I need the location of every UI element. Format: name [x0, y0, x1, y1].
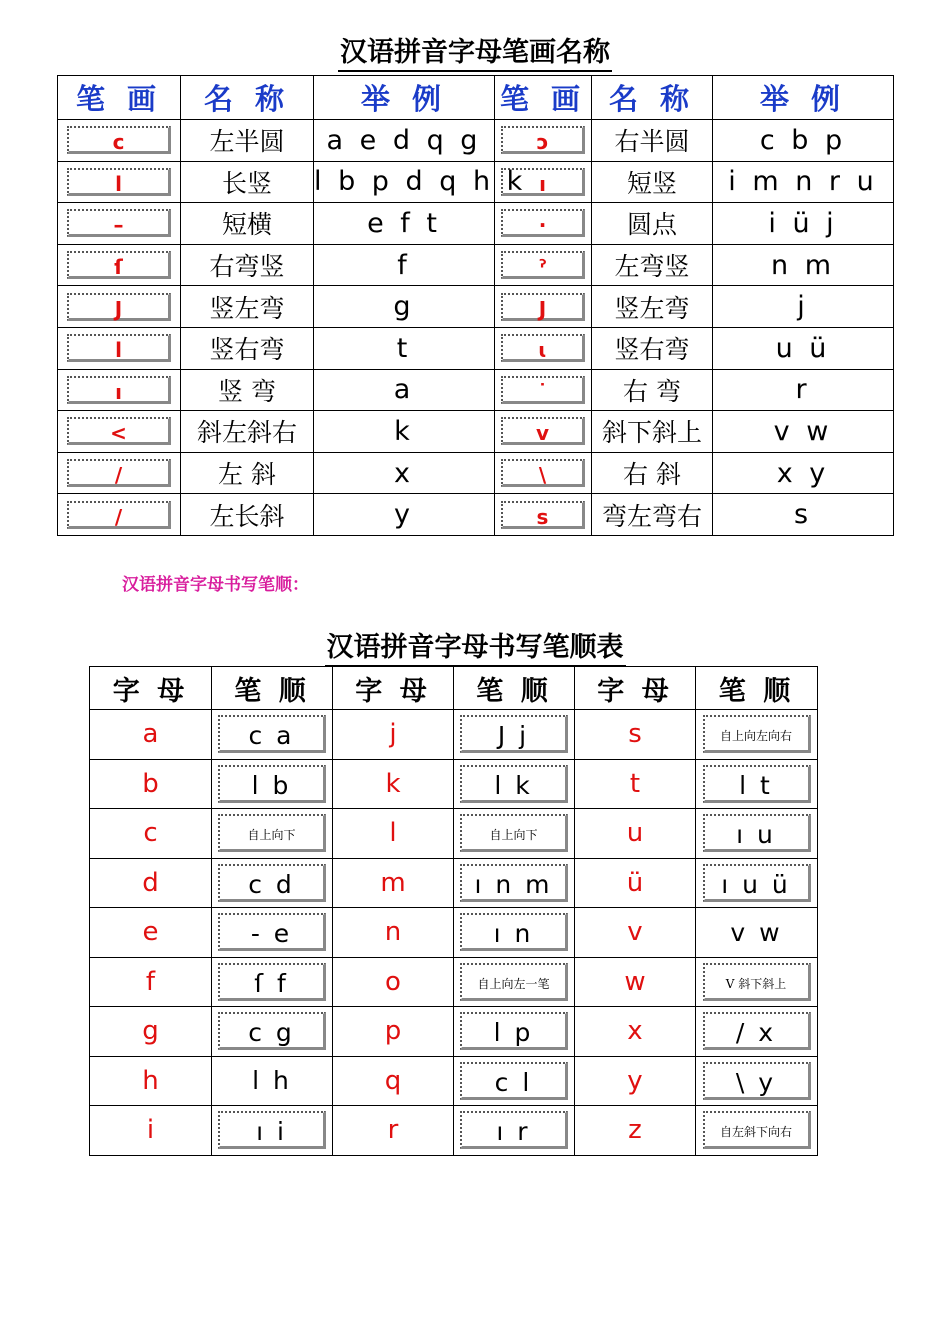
table-row — [90, 710, 818, 760]
stroke-order-title: 汉语拼音字母书写笔顺表 — [0, 625, 950, 664]
example-letters: e f t — [367, 207, 441, 239]
letter-cell — [90, 809, 212, 859]
stroke-cell — [58, 452, 181, 494]
table-row — [90, 957, 818, 1007]
stroke-glyph: v — [501, 417, 585, 445]
order-cell — [696, 908, 818, 958]
stroke-name: 右 斜 — [623, 460, 681, 490]
stroke-name: 斜左斜右 — [196, 418, 297, 448]
stroke-order-table — [89, 666, 818, 1156]
pinyin-letter: r — [387, 1115, 399, 1146]
pinyin-letter: a — [142, 719, 159, 750]
table-row — [90, 1056, 818, 1106]
order-cell — [212, 1106, 333, 1156]
header-stroke: 笔 画 — [495, 76, 592, 120]
example-letters: u ü — [775, 332, 831, 364]
stroke-cell — [495, 411, 592, 453]
stroke-glyph: ɩ — [501, 334, 585, 362]
stroke-name: 右 弯 — [623, 376, 681, 406]
name-cell — [181, 494, 314, 536]
letter-cell — [333, 957, 454, 1007]
stroke-name: 短横 — [221, 210, 272, 240]
pinyin-letter: w — [624, 966, 646, 997]
stroke-order-subtitle: 汉语拼音字母书写笔顺： — [122, 575, 309, 595]
stroke-names-title: 汉语拼音字母笔画名称 — [0, 30, 950, 69]
pinyin-letter: t — [629, 768, 641, 799]
stroke-name: 竖左弯 — [614, 293, 690, 323]
example-letters: t — [396, 332, 412, 364]
header-example: 举 例 — [713, 76, 894, 120]
stroke-cell — [495, 244, 592, 286]
name-cell — [592, 203, 713, 245]
stroke-glyph: s — [501, 501, 585, 529]
order-cell — [212, 1007, 333, 1057]
example-letters: i ü j — [768, 207, 838, 239]
stroke-glyph: – — [67, 209, 171, 237]
stroke-cell — [495, 286, 592, 328]
example-letters: j — [797, 291, 809, 323]
name-cell — [592, 327, 713, 369]
letter-cell — [333, 759, 454, 809]
letter-cell — [90, 858, 212, 908]
stroke-order: V 斜下斜上 — [703, 963, 811, 1001]
stroke-cell — [495, 369, 592, 411]
stroke-glyph: \ — [501, 459, 585, 487]
stroke-glyph: ſ — [67, 251, 171, 279]
stroke-cell — [495, 327, 592, 369]
order-cell — [212, 957, 333, 1007]
stroke-name: 圆点 — [626, 210, 677, 240]
pinyin-letter: ü — [626, 867, 644, 898]
stroke-order: 自上向左一笔 — [460, 963, 568, 1001]
name-cell — [592, 286, 713, 328]
pinyin-letter: k — [385, 768, 401, 799]
header-order: 笔 顺 — [454, 667, 575, 710]
letter-cell — [575, 1106, 696, 1156]
stroke-cell — [495, 452, 592, 494]
stroke-order: l b — [218, 765, 326, 803]
order-cell — [454, 809, 575, 859]
table-row — [58, 452, 894, 494]
table-row — [58, 411, 894, 453]
order-cell — [454, 957, 575, 1007]
stroke-glyph: J — [501, 293, 585, 321]
header-stroke: 笔 画 — [58, 76, 181, 120]
stroke-order: c l — [460, 1062, 568, 1100]
example-cell — [314, 369, 495, 411]
example-letters: a — [393, 374, 415, 406]
stroke-glyph: < — [67, 417, 171, 445]
name-cell — [592, 244, 713, 286]
pinyin-letter: e — [142, 917, 159, 948]
example-cell — [314, 327, 495, 369]
stroke-order: 自上向下 — [218, 814, 326, 852]
order-cell — [696, 759, 818, 809]
example-cell — [314, 452, 495, 494]
order-cell — [454, 710, 575, 760]
table-row — [58, 161, 894, 203]
pinyin-letter: b — [142, 768, 159, 799]
example-letters: g — [393, 291, 415, 323]
stroke-name: 竖左弯 — [209, 293, 285, 323]
letter-cell — [90, 1056, 212, 1106]
pinyin-letter: h — [142, 1065, 159, 1096]
pinyin-letter: c — [143, 818, 158, 849]
name-cell — [592, 120, 713, 162]
order-cell — [454, 1056, 575, 1106]
stroke-name: 竖右弯 — [614, 335, 690, 365]
pinyin-letter: i — [146, 1115, 155, 1146]
stroke-order: ı n — [460, 913, 568, 951]
stroke-glyph: c — [67, 126, 171, 154]
stroke-cell — [58, 369, 181, 411]
letter-cell — [90, 908, 212, 958]
stroke-cell — [58, 120, 181, 162]
stroke-name: 弯左弯右 — [601, 501, 702, 531]
example-letters: a e d q g — [326, 124, 482, 156]
table-row — [58, 244, 894, 286]
example-cell — [314, 203, 495, 245]
pinyin-letter: p — [384, 1016, 402, 1047]
order-cell — [454, 1007, 575, 1057]
letter-cell — [90, 1106, 212, 1156]
example-cell — [713, 327, 894, 369]
letter-cell — [575, 957, 696, 1007]
example-cell — [314, 244, 495, 286]
stroke-glyph: J — [67, 293, 171, 321]
example-cell — [713, 244, 894, 286]
table-row — [58, 369, 894, 411]
stroke-order: ı r — [460, 1111, 568, 1149]
example-cell — [713, 203, 894, 245]
example-letters: i m n r u — [728, 166, 878, 198]
stroke-order: 自左斜下向右 — [703, 1111, 811, 1149]
order-cell — [696, 858, 818, 908]
table-row — [58, 203, 894, 245]
name-cell — [592, 161, 713, 203]
stroke-order: ı i — [218, 1111, 326, 1149]
order-cell — [696, 809, 818, 859]
stroke-name: 右弯竖 — [209, 252, 285, 282]
table-row — [58, 120, 894, 162]
stroke-glyph: ˙ — [501, 376, 585, 404]
name-cell — [181, 369, 314, 411]
pinyin-letter: f — [145, 966, 156, 997]
stroke-order: ı u ü — [703, 864, 811, 902]
example-letters: y — [394, 499, 414, 531]
letter-cell — [575, 1056, 696, 1106]
header-order: 笔 顺 — [212, 667, 333, 710]
stroke-order: 自上向左向右 — [703, 715, 811, 753]
pinyin-letter: g — [142, 1016, 159, 1047]
order-cell — [454, 759, 575, 809]
name-cell — [181, 452, 314, 494]
pinyin-letter: s — [628, 719, 642, 750]
order-cell — [212, 908, 333, 958]
stroke-order: c d — [218, 864, 326, 902]
table-row — [90, 1106, 818, 1156]
stroke-glyph: ı — [501, 168, 585, 196]
stroke-order: l p — [460, 1012, 568, 1050]
stroke-order: l h — [252, 1066, 292, 1096]
example-cell — [713, 452, 894, 494]
example-cell — [713, 161, 894, 203]
letter-cell — [333, 809, 454, 859]
stroke-order: l t — [703, 765, 811, 803]
letter-cell — [575, 809, 696, 859]
header-letter: 字 母 — [575, 667, 696, 710]
pinyin-letter: q — [384, 1065, 402, 1096]
order-cell — [696, 1106, 818, 1156]
example-cell — [713, 286, 894, 328]
stroke-glyph: / — [67, 501, 171, 529]
stroke-order: - e — [218, 913, 326, 951]
letter-cell — [90, 710, 212, 760]
stroke-name: 长竖 — [221, 168, 272, 198]
pinyin-letter: m — [380, 867, 406, 898]
stroke-glyph: ˀ — [501, 251, 585, 279]
stroke-name: 右半圆 — [614, 127, 690, 157]
stroke-cell — [495, 203, 592, 245]
pinyin-letter: d — [142, 867, 159, 898]
name-cell — [181, 244, 314, 286]
example-letters: l b p d q h k — [314, 166, 527, 198]
header-name: 名 称 — [181, 76, 314, 120]
name-cell — [181, 327, 314, 369]
order-cell — [696, 957, 818, 1007]
pinyin-letter: u — [626, 818, 644, 849]
name-cell — [592, 494, 713, 536]
order-cell — [696, 1007, 818, 1057]
stroke-name: 竖右弯 — [209, 335, 285, 365]
header-name: 名 称 — [592, 76, 713, 120]
header-example: 举 例 — [314, 76, 495, 120]
example-letters: x y — [776, 457, 830, 489]
example-cell — [314, 494, 495, 536]
stroke-cell — [58, 327, 181, 369]
example-letters: r — [795, 374, 811, 406]
letter-cell — [333, 1106, 454, 1156]
header-letter: 字 母 — [90, 667, 212, 710]
letter-cell — [575, 710, 696, 760]
order-cell — [212, 710, 333, 760]
stroke-cell — [58, 286, 181, 328]
table-header-row — [58, 76, 894, 120]
order-cell — [696, 710, 818, 760]
stroke-glyph: ı — [67, 376, 171, 404]
letter-cell — [333, 1007, 454, 1057]
example-cell — [713, 411, 894, 453]
name-cell — [592, 369, 713, 411]
example-cell — [314, 286, 495, 328]
stroke-name: 左长斜 — [209, 501, 285, 531]
stroke-cell — [58, 411, 181, 453]
order-cell — [212, 1056, 333, 1106]
table-row — [90, 858, 818, 908]
order-cell — [696, 1056, 818, 1106]
example-cell — [314, 411, 495, 453]
example-letters: c b p — [759, 124, 847, 156]
letter-cell — [333, 710, 454, 760]
name-cell — [181, 203, 314, 245]
example-letters: s — [793, 499, 813, 531]
stroke-names-table — [57, 75, 894, 536]
stroke-cell — [58, 161, 181, 203]
stroke-cell — [58, 494, 181, 536]
letter-cell — [333, 1056, 454, 1106]
table-row — [58, 494, 894, 536]
table-row — [90, 908, 818, 958]
example-cell — [314, 120, 495, 162]
stroke-order: c g — [218, 1012, 326, 1050]
example-letters: n m — [771, 249, 835, 281]
pinyin-letter: l — [389, 818, 397, 849]
stroke-glyph: l — [67, 168, 171, 196]
order-cell — [454, 908, 575, 958]
stroke-glyph: ↄ — [501, 126, 585, 154]
order-cell — [454, 858, 575, 908]
table-row — [58, 327, 894, 369]
table-row — [90, 809, 818, 859]
table-row — [90, 1007, 818, 1057]
name-cell — [181, 161, 314, 203]
header-letter: 字 母 — [333, 667, 454, 710]
letter-cell — [575, 1007, 696, 1057]
stroke-name: 左 斜 — [218, 460, 276, 490]
stroke-glyph: l — [67, 334, 171, 362]
letter-cell — [333, 858, 454, 908]
stroke-name: 左半圆 — [209, 127, 285, 157]
order-cell — [212, 809, 333, 859]
stroke-name: 短竖 — [626, 168, 677, 198]
example-letters: x — [394, 457, 414, 489]
letter-cell — [90, 957, 212, 1007]
order-cell — [212, 858, 333, 908]
table-row — [90, 759, 818, 809]
stroke-order: \ y — [703, 1062, 811, 1100]
stroke-order: J j — [460, 715, 568, 753]
stroke-cell — [495, 494, 592, 536]
pinyin-letter: y — [627, 1065, 643, 1096]
stroke-order: / x — [703, 1012, 811, 1050]
letter-cell — [575, 908, 696, 958]
stroke-cell — [58, 203, 181, 245]
stroke-glyph: / — [67, 459, 171, 487]
pinyin-letter: j — [389, 719, 397, 750]
example-cell — [713, 369, 894, 411]
stroke-order: ſ f — [218, 963, 326, 1001]
letter-cell — [575, 858, 696, 908]
name-cell — [181, 411, 314, 453]
stroke-cell — [495, 120, 592, 162]
pinyin-letter: o — [385, 966, 401, 997]
example-letters: k — [394, 415, 414, 447]
stroke-order: ı n m — [460, 864, 568, 902]
example-letters: f — [397, 249, 411, 281]
stroke-name: 竖 弯 — [218, 376, 276, 406]
letter-cell — [575, 759, 696, 809]
stroke-name: 斜下斜上 — [601, 418, 702, 448]
example-cell — [713, 494, 894, 536]
stroke-order: v w — [730, 917, 783, 947]
pinyin-letter: n — [384, 917, 402, 948]
letter-cell — [90, 759, 212, 809]
name-cell — [592, 452, 713, 494]
stroke-name: 左弯竖 — [614, 252, 690, 282]
order-cell — [454, 1106, 575, 1156]
letter-cell — [333, 908, 454, 958]
name-cell — [592, 411, 713, 453]
stroke-order: c a — [218, 715, 326, 753]
pinyin-letter: x — [627, 1016, 643, 1047]
stroke-order: ı u — [703, 814, 811, 852]
example-letters: v w — [773, 415, 833, 447]
name-cell — [181, 120, 314, 162]
order-cell — [212, 759, 333, 809]
stroke-order: l k — [460, 765, 568, 803]
letter-cell — [90, 1007, 212, 1057]
pinyin-letter: z — [628, 1115, 642, 1146]
example-cell — [713, 120, 894, 162]
stroke-cell — [58, 244, 181, 286]
pinyin-letter: v — [627, 917, 643, 948]
header-order: 笔 顺 — [696, 667, 818, 710]
stroke-glyph: · — [501, 209, 585, 237]
table-header-row — [90, 667, 818, 710]
example-cell — [314, 161, 527, 203]
stroke-order: 自上向下 — [460, 814, 568, 852]
table-row — [58, 286, 894, 328]
name-cell — [181, 286, 314, 328]
